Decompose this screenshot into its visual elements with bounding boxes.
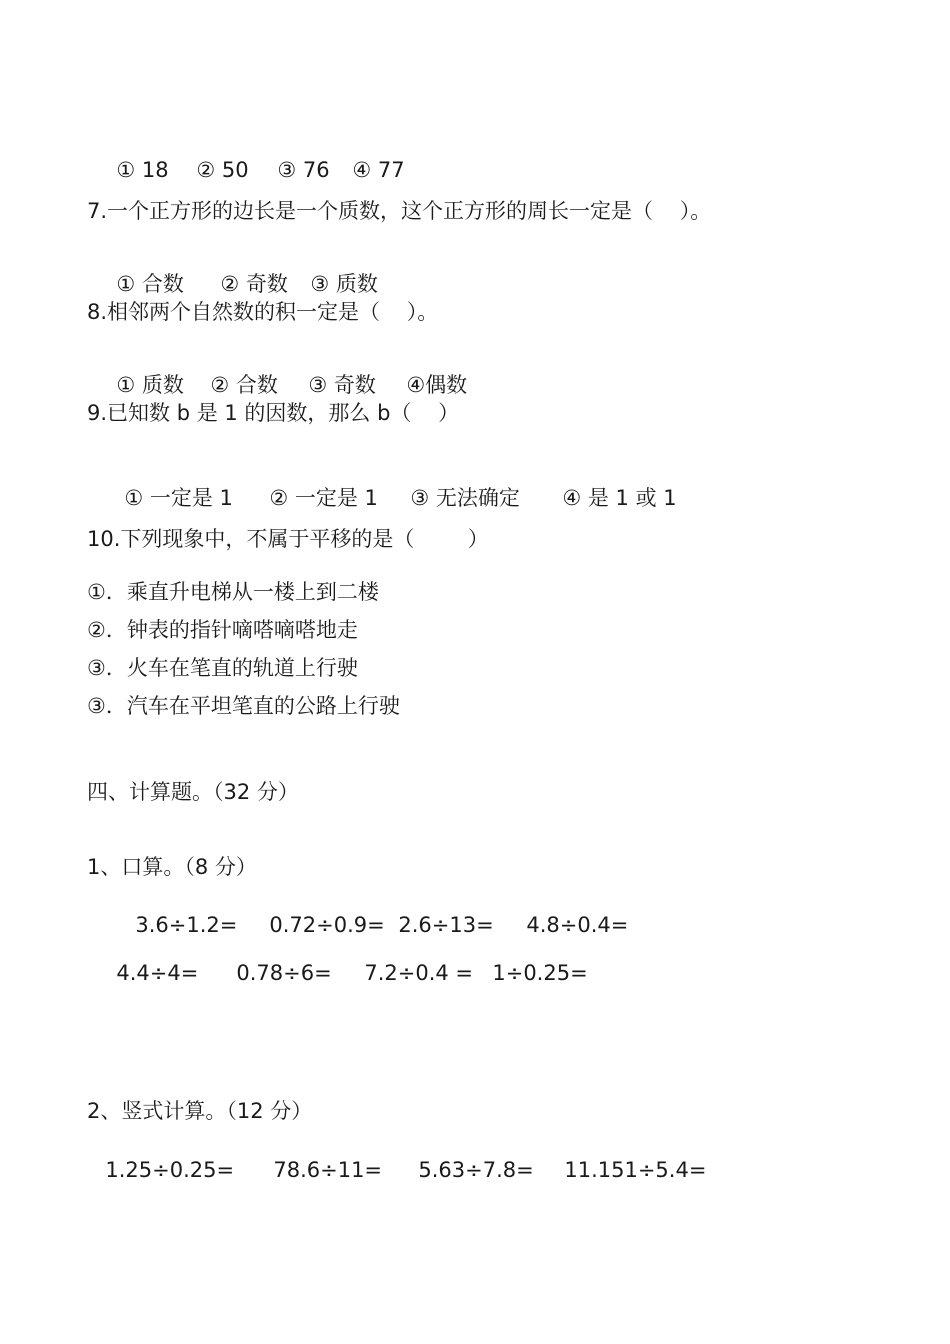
q6-option-3: ③ 76 <box>277 158 330 182</box>
q10-option-4: ③．汽车在平坦笔直的公路上行驶 <box>87 694 400 718</box>
q10-option-2: ②．钟表的指针嘀嗒嘀嗒地走 <box>87 618 358 642</box>
q6-option-4: ④ 77 <box>352 158 405 182</box>
q9-question: 9.已知数 b 是 1 的因数，那么 b（ ） <box>87 401 460 425</box>
q8-option-3: ③ 奇数 <box>308 373 376 397</box>
q6-option-1: ① 18 <box>116 158 169 182</box>
q9-options <box>111 467 677 509</box>
vertical-calc-item: 5.63÷7.8= <box>418 1158 534 1182</box>
q9-option-3: ③ 无法确定 <box>410 486 520 510</box>
vertical-calc-title: 2、竖式计算。（12 分） <box>87 1099 313 1123</box>
section4-title: 四、计算题。（32 分） <box>87 780 299 804</box>
oral-calc-item: 7.2÷0.4 = <box>364 961 474 985</box>
vertical-calc-item: 11.151÷5.4= <box>564 1158 707 1182</box>
oral-calc-item: 4.4÷4= <box>116 961 199 985</box>
vertical-calc-item: 78.6÷11= <box>273 1158 383 1182</box>
q9-option-4: ④ 是 1 或 1 <box>562 486 677 510</box>
q8-options <box>103 354 467 396</box>
q8-option-2: ② 合数 <box>210 373 278 397</box>
q7-options <box>103 253 378 295</box>
vertical-calc-row <box>92 1139 706 1181</box>
q9-option-2: ② 一定是 1 <box>269 486 378 510</box>
q7-question: 7.一个正方形的边长是一个质数，这个正方形的周长一定是（ ）。 <box>87 199 712 223</box>
oral-calc-item: 2.6÷13= <box>398 913 494 937</box>
q7-option-2: ② 奇数 <box>220 272 288 296</box>
q9-option-1: ① 一定是 1 <box>124 486 233 510</box>
oral-calc-item: 1÷0.25= <box>492 961 588 985</box>
oral-calc-item: 3.6÷1.2= <box>135 913 238 937</box>
q6-option-2: ② 50 <box>196 158 249 182</box>
oral-calc-item: 4.8÷0.4= <box>526 913 629 937</box>
q7-option-1: ① 合数 <box>116 272 184 296</box>
oral-calc-row-2 <box>103 942 588 984</box>
oral-calc-item: 0.78÷6= <box>236 961 332 985</box>
q8-question: 8.相邻两个自然数的积一定是（ ）。 <box>87 300 439 324</box>
q8-option-1: ① 质数 <box>116 373 184 397</box>
oral-calc-row-1 <box>122 894 628 936</box>
q6-options <box>103 139 405 181</box>
q7-option-3: ③ 质数 <box>310 272 378 296</box>
q10-question: 10.下列现象中，不属于平移的是（ ） <box>87 527 489 551</box>
q10-option-1: ①．乘直升电梯从一楼上到二楼 <box>87 580 379 604</box>
vertical-calc-item: 1.25÷0.25= <box>105 1158 235 1182</box>
q10-option-3: ③．火车在笔直的轨道上行驶 <box>87 656 358 680</box>
oral-calc-item: 0.72÷0.9= <box>269 913 385 937</box>
q8-option-4: ④偶数 <box>406 373 468 397</box>
oral-calc-title: 1、口算。（8 分） <box>87 855 257 879</box>
